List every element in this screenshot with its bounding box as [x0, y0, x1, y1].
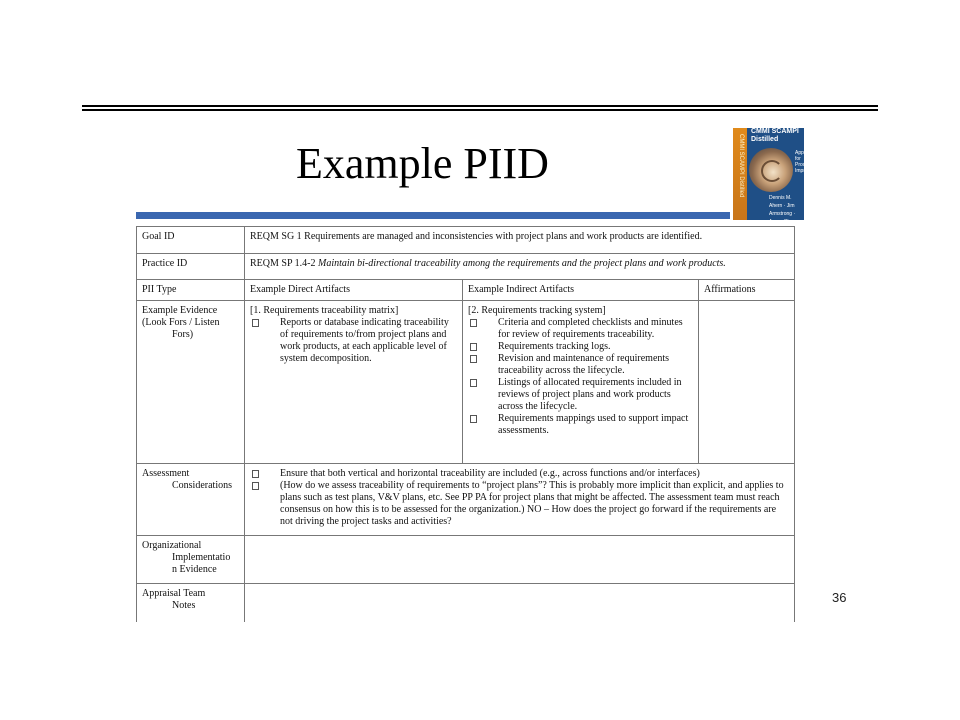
top-rule	[82, 105, 878, 107]
book-cover-title: CMMI SCAMPI Distilled	[751, 128, 799, 143]
org-impl-label	[137, 536, 245, 584]
book-spine-text: CMMI SCAMPI Distilled	[738, 134, 744, 198]
indirect-artifacts-cell	[463, 301, 699, 464]
practice-id-value-cell	[245, 254, 795, 280]
org-impl-label-line3: n Evidence	[172, 564, 217, 575]
book-cover-image	[733, 128, 825, 265]
list-item: Listings of allocated requirements included in reviews of project plans and work products across the lifecycle.	[468, 377, 693, 413]
pii-type-header: PII Type	[137, 280, 245, 301]
assessment-list	[250, 468, 789, 528]
header-row	[137, 280, 795, 301]
practice-id-row	[137, 254, 795, 280]
list-item: Reports or database indicating traceability of requirements to/from project plans and work products, at each applicable level of system decomposition.	[250, 317, 457, 365]
goal-id-label: Goal ID	[137, 227, 245, 254]
practice-id-label: Practice ID	[137, 254, 245, 280]
org-impl-label-line1: Organizational	[142, 540, 202, 551]
goal-id-row	[137, 227, 795, 254]
top-rule-secondary	[82, 109, 878, 111]
assessment-row	[137, 464, 795, 536]
list-item: (How do we assess traceability of requirements to “project plans”? This is probably more implicit than explicit, and applies to plans such as test plans, V&V plans, etc. See PP PA for project plans that might be affected. The assessment team must reach consensus on how this is to be assessed for the organization.) NO – How does the project go forward if the requirements are not driving the project tasks and activities?	[250, 480, 789, 528]
list-item: Ensure that both vertical and horizontal traceability are included (e.g., across functions and/or interfaces)	[250, 468, 789, 480]
direct-artifacts-heading: [1. Requirements traceability matrix]	[250, 305, 399, 316]
table-crop-mask	[136, 622, 796, 720]
evidence-label-line3: Fors)	[172, 329, 194, 340]
practice-id-prefix: REQM SP 1.4-2	[250, 258, 316, 269]
team-notes-label-line2: Notes	[172, 600, 196, 611]
org-impl-row	[137, 536, 795, 584]
evidence-label	[137, 301, 245, 464]
evidence-label-line1: Example Evidence	[142, 305, 218, 316]
indirect-artifacts-list	[468, 317, 693, 437]
goal-id-value: REQM SG 1 Requirements are managed and inconsistencies with project plans and work products are identified.	[245, 227, 795, 254]
direct-artifacts-cell	[245, 301, 463, 464]
assessment-cell	[245, 464, 795, 536]
org-impl-label-line2: Implementatio	[172, 552, 231, 563]
book-authors: Dennis M. Ahern · Jim Armstrong · Aaron Clouse · Jack R. Ferguson · Will Hayes · Kenneth E. Nidiffer	[769, 195, 803, 265]
org-impl-cell	[245, 536, 795, 584]
assessment-label-line2: Considerations	[172, 480, 232, 491]
book-subtitle: Appraisals for Process Improvement	[795, 150, 825, 174]
direct-artifacts-list	[250, 317, 457, 365]
list-item: Requirements tracking logs.	[468, 341, 693, 353]
assessment-label	[137, 464, 245, 536]
title-underline-bar	[136, 212, 730, 219]
indirect-artifacts-heading: [2. Requirements tracking system]	[468, 305, 606, 316]
list-item: Criteria and completed checklists and minutes for review of requirements traceability.	[468, 317, 693, 341]
piid-table	[136, 226, 795, 644]
affirmations-cell	[699, 301, 795, 464]
slide-title: Example PIID	[296, 139, 549, 188]
indirect-artifacts-header: Example Indirect Artifacts	[463, 280, 699, 301]
team-notes-label-line1: Appraisal Team	[142, 588, 206, 599]
nautilus-shell-icon	[749, 148, 793, 192]
evidence-label-line2: (Look Fors / Listen	[142, 317, 220, 328]
list-item: Requirements mappings used to support impact assessments.	[468, 413, 693, 437]
list-item: Revision and maintenance of requirements traceability across the lifecycle.	[468, 353, 693, 377]
affirmations-header: Affirmations	[699, 280, 795, 301]
evidence-row	[137, 301, 795, 464]
direct-artifacts-header: Example Direct Artifacts	[245, 280, 463, 301]
practice-id-statement: Maintain bi-directional traceability among the requirements and the project plans and work products.	[317, 258, 726, 269]
assessment-label-line1: Assessment	[142, 468, 190, 479]
page-number: 36	[832, 590, 847, 605]
